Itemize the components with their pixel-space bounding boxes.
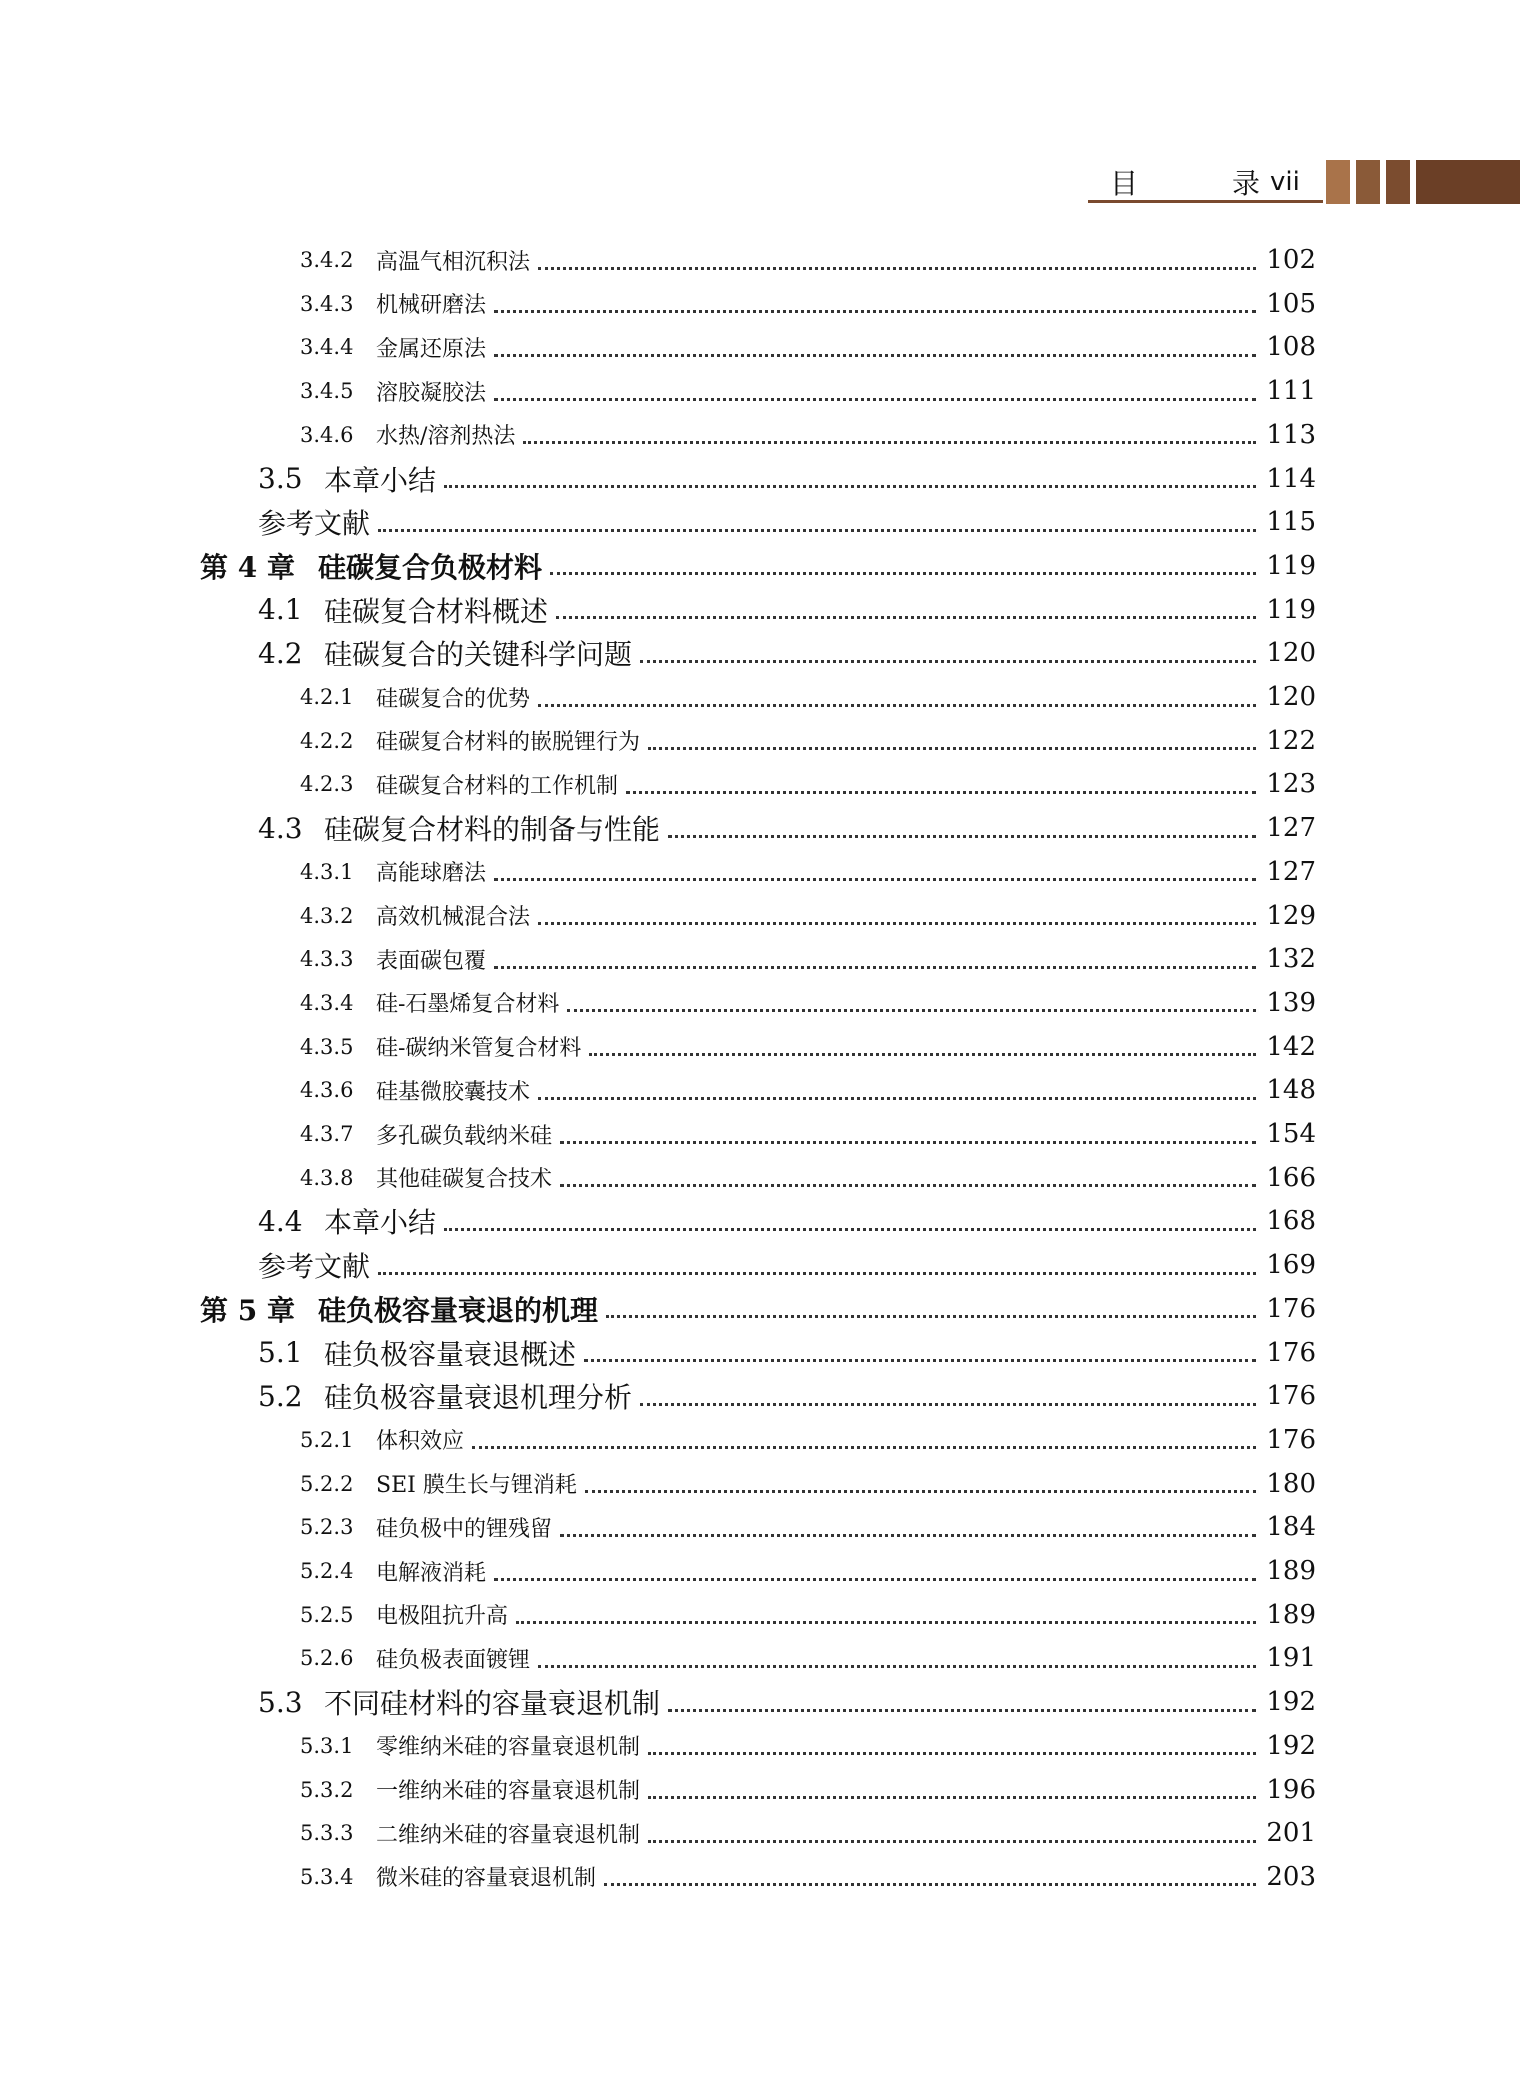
toc-leader-dots — [567, 1009, 1256, 1012]
toc-entry-label — [0, 769, 618, 800]
toc-entry-number: 4.3.7 — [300, 1122, 354, 1146]
toc-entry-title: 硅基微胶囊技术 — [376, 1079, 531, 1105]
toc-entry — [0, 284, 1520, 324]
toc-entry — [0, 896, 1520, 936]
toc-entry-number: 4.3 — [258, 811, 303, 845]
toc-entry — [0, 1158, 1520, 1198]
toc-entry-page: 166 — [1266, 1162, 1316, 1193]
toc-entry-title: 硅负极表面镀锂 — [376, 1647, 531, 1673]
header-title — [1110, 160, 1260, 204]
toc-entry-title: 硅碳复合的关键科学问题 — [324, 638, 633, 672]
toc-leader-dots — [640, 660, 1256, 663]
toc-entry-page: 191 — [1266, 1643, 1316, 1674]
toc-leader-dots — [604, 1883, 1256, 1886]
toc-entry-page: 113 — [1266, 419, 1316, 450]
toc-entry-label — [0, 1031, 581, 1062]
toc-entry-page: 119 — [1266, 594, 1316, 625]
toc-entry — [0, 983, 1520, 1023]
toc-entry-title: 其他硅碳复合技术 — [376, 1167, 553, 1193]
toc-entry-number: 4.3.3 — [300, 947, 354, 972]
toc-entry-number: 4.1 — [258, 593, 303, 627]
toc-leader-dots — [560, 1534, 1256, 1537]
toc-leader-dots — [626, 791, 1256, 794]
toc-entry-label — [0, 1333, 576, 1373]
toc-entry-title: 硅负极容量衰退机理分析 — [324, 1381, 633, 1415]
toc-entry — [0, 371, 1520, 411]
toc-entry-page: 196 — [1266, 1774, 1316, 1805]
toc-entry-label — [0, 682, 530, 713]
toc-entry-label — [0, 1682, 660, 1722]
toc-entry-page: 114 — [1266, 463, 1316, 494]
toc-entry — [0, 1245, 1520, 1285]
toc-entry-label — [0, 590, 548, 630]
toc-entry — [0, 546, 1520, 586]
toc-leader-dots — [648, 1840, 1256, 1843]
toc-entry-label — [0, 1599, 508, 1630]
toc-entry — [0, 590, 1520, 630]
toc-entry-label — [0, 459, 436, 499]
toc-entry-number: 5.3 — [258, 1685, 303, 1719]
toc-entry-title: 溶胶凝胶法 — [376, 380, 487, 406]
toc-entry-title: 参考文献 — [258, 507, 371, 541]
toc-entry-title: SEI 膜生长与锂消耗 — [376, 1473, 577, 1499]
toc-entry-page: 184 — [1266, 1512, 1316, 1543]
toc-leader-dots — [560, 1184, 1256, 1187]
toc-leader-dots — [538, 1665, 1256, 1668]
toc-entry-label — [0, 900, 530, 931]
toc-entry-title: 参考文献 — [258, 1250, 371, 1284]
toc-entry-page: 127 — [1266, 813, 1316, 844]
toc-entry — [0, 852, 1520, 892]
toc-entry-title: 硅-碳纳米管复合材料 — [376, 1036, 582, 1062]
header-accent-blocks — [1326, 160, 1520, 204]
toc-entry-page: 180 — [1266, 1468, 1316, 1499]
toc-entry-page: 169 — [1266, 1250, 1316, 1281]
toc-entry — [0, 1201, 1520, 1241]
toc-entry-page: 132 — [1266, 944, 1316, 975]
toc-entry-page: 176 — [1266, 1424, 1316, 1455]
toc-entry-label — [0, 1162, 552, 1193]
toc-leader-dots — [668, 835, 1256, 838]
toc-entry — [0, 1857, 1520, 1897]
toc-entry-number: 4.2.3 — [300, 772, 354, 797]
toc-entry-title: 水热/溶剂热法 — [376, 424, 516, 450]
toc-leader-dots — [648, 1796, 1256, 1799]
toc-entry-number: 3.4.2 — [300, 248, 354, 272]
toc-entry-label — [0, 1730, 640, 1761]
toc-entry-number: 3.4.4 — [300, 335, 354, 360]
toc-entry-label — [0, 419, 515, 450]
toc-entry — [0, 459, 1520, 499]
header-title-char-2: 录 — [1231, 167, 1260, 200]
toc-entry — [0, 1551, 1520, 1591]
toc-entry-number: 5.2.3 — [300, 1515, 354, 1540]
toc-entry-label — [0, 546, 542, 586]
toc-entry-page: 105 — [1266, 288, 1316, 319]
toc-entry — [0, 502, 1520, 542]
toc-entry — [0, 240, 1520, 280]
toc-leader-dots — [538, 704, 1256, 707]
toc-entry-number: 5.3.4 — [300, 1864, 354, 1889]
toc-entry-page: 119 — [1266, 550, 1316, 581]
toc-entry-page: 154 — [1266, 1119, 1316, 1149]
toc-entry-page: 123 — [1266, 769, 1316, 800]
toc-leader-dots — [556, 616, 1256, 619]
toc-entry-label — [0, 1376, 632, 1416]
toc-entry — [0, 1595, 1520, 1635]
accent-block-3 — [1386, 160, 1410, 204]
toc-entry-label — [0, 1201, 436, 1241]
toc-entry — [0, 1726, 1520, 1766]
toc-leader-dots — [523, 441, 1256, 444]
toc-entry — [0, 1507, 1520, 1547]
toc-leader-dots — [444, 485, 1256, 488]
toc-entry — [0, 721, 1520, 761]
toc-leader-dots — [378, 529, 1256, 532]
toc-entry-title: 不同硅材料的容量衰退机制 — [324, 1687, 661, 1721]
toc-entry-number: 5.3.1 — [300, 1733, 354, 1758]
header-page-number: vii — [1270, 167, 1300, 197]
toc-entry-page: 127 — [1266, 856, 1316, 887]
toc-entry-page: 189 — [1266, 1556, 1316, 1586]
toc-entry-label — [0, 288, 486, 319]
toc-entry — [0, 1289, 1520, 1329]
toc-entry-title: 硅碳复合材料的制备与性能 — [324, 813, 661, 847]
toc-entry — [0, 764, 1520, 804]
toc-entry-label — [0, 502, 370, 542]
toc-leader-dots — [494, 354, 1256, 357]
toc-entry-title: 硅负极容量衰退的机理 — [318, 1293, 599, 1327]
toc-entry-title: 本章小结 — [324, 463, 437, 497]
toc-entry-number: 4.4 — [258, 1204, 303, 1238]
toc-entry-label — [0, 1512, 552, 1543]
toc-entry-number: 3.4.6 — [300, 422, 354, 447]
accent-block-4 — [1416, 160, 1520, 204]
toc-entry-number: 4.3.6 — [300, 1078, 354, 1103]
toc-leader-dots — [589, 1053, 1256, 1056]
toc-entry-number: 5.2.2 — [300, 1471, 354, 1496]
toc-entry-page: 176 — [1266, 1293, 1316, 1324]
toc-entry-number: 4.3.4 — [300, 990, 354, 1015]
toc-entry-title: 硅负极容量衰退概述 — [324, 1337, 577, 1371]
toc-entry — [0, 415, 1520, 455]
toc-leader-dots — [606, 1315, 1256, 1318]
toc-entry-title: 高能球磨法 — [376, 861, 487, 887]
toc-entry — [0, 327, 1520, 367]
toc-leader-dots — [538, 267, 1256, 270]
toc-leader-dots — [516, 1621, 1256, 1624]
toc-entry-number: 4.3.8 — [300, 1165, 354, 1190]
toc-entry — [0, 677, 1520, 717]
toc-entry-label — [0, 1556, 486, 1587]
toc-leader-dots — [538, 1097, 1256, 1100]
toc-leader-dots — [494, 878, 1256, 881]
toc-entry-page: 120 — [1266, 638, 1316, 669]
toc-leader-dots — [494, 398, 1256, 401]
toc-entry — [0, 1464, 1520, 1504]
toc-leader-dots — [444, 1228, 1256, 1231]
toc-leader-dots — [494, 1578, 1256, 1581]
toc-entry-page: 120 — [1266, 682, 1316, 712]
toc-entry-label — [0, 1119, 552, 1150]
toc-entry-page: 129 — [1266, 900, 1316, 931]
toc-entry-page: 192 — [1266, 1730, 1316, 1761]
accent-block-1 — [1326, 160, 1350, 204]
toc-leader-dots — [584, 1359, 1256, 1362]
toc-entry — [0, 1813, 1520, 1853]
toc-entry-number: 5.1 — [258, 1336, 303, 1369]
toc-entry-label — [0, 1774, 640, 1805]
toc-entry — [0, 1333, 1520, 1373]
toc-entry-number: 5.2.4 — [300, 1559, 354, 1583]
toc-entry-page: 201 — [1266, 1818, 1316, 1849]
toc-entry-number: 5.2.5 — [300, 1602, 354, 1627]
toc-leader-dots — [378, 1272, 1256, 1275]
toc-entry-page: 189 — [1266, 1599, 1316, 1630]
toc-entry-page: 176 — [1266, 1381, 1316, 1412]
toc-entry-number: 4.3.5 — [300, 1034, 354, 1059]
toc-entry-title: 微米硅的容量衰退机制 — [376, 1866, 597, 1892]
toc-entry-page: 142 — [1266, 1031, 1316, 1062]
toc-entry-title: 高温气相沉积法 — [376, 249, 531, 275]
toc-entry-number: 5.2.6 — [300, 1646, 354, 1671]
toc-entry-title: 硅碳复合负极材料 — [318, 550, 543, 584]
toc-entry-page: 168 — [1266, 1206, 1316, 1237]
toc-leader-dots — [668, 1709, 1256, 1712]
toc-entry — [0, 1638, 1520, 1678]
toc-entry — [0, 808, 1520, 848]
toc-entry — [0, 1070, 1520, 1110]
toc-entry-page: 148 — [1266, 1075, 1316, 1106]
toc-entry-label — [0, 245, 530, 276]
header-rule — [1088, 200, 1323, 203]
toc-entry-label — [0, 725, 640, 756]
toc-entry-title: 高效机械混合法 — [376, 905, 531, 930]
toc-entry — [0, 1376, 1520, 1416]
toc-entry-title: 硅碳复合材料的嵌脱锂行为 — [376, 730, 641, 756]
toc-entry — [0, 939, 1520, 979]
toc-entry-title: 机械研磨法 — [376, 293, 487, 319]
page-header — [1088, 160, 1520, 204]
toc-entry-label — [0, 987, 559, 1018]
toc-entry-number: 第 4 章 — [200, 550, 295, 584]
toc-entry-number: 第 5 章 — [200, 1293, 295, 1327]
toc-entry-title: 电极阻抗升高 — [376, 1604, 509, 1630]
toc-entry-page: 111 — [1266, 376, 1316, 407]
toc-entry — [0, 633, 1520, 673]
toc-leader-dots — [538, 922, 1256, 925]
toc-entry-number: 3.5 — [258, 462, 303, 495]
toc-entry — [0, 1027, 1520, 1067]
toc-entry — [0, 1114, 1520, 1154]
toc-leader-dots — [550, 572, 1256, 575]
toc-entry-number: 5.2.1 — [300, 1427, 354, 1452]
toc-entry-label — [0, 944, 486, 975]
toc-entry — [0, 1770, 1520, 1810]
toc-entry-title: 体积效应 — [376, 1429, 465, 1455]
toc-entry — [0, 1682, 1520, 1722]
toc-entry-label — [0, 808, 660, 848]
toc-entry-label — [0, 1643, 530, 1674]
toc-entry-page: 115 — [1266, 507, 1316, 538]
toc-leader-dots — [648, 1752, 1256, 1755]
toc-entry-number: 4.2 — [258, 636, 303, 670]
toc-entry-page: 108 — [1266, 332, 1316, 363]
toc-entry-label — [0, 1818, 640, 1849]
accent-block-2 — [1356, 160, 1380, 204]
toc-entry-title: 二维纳米硅的容量衰退机制 — [376, 1822, 641, 1848]
toc-entry-title: 金属还原法 — [376, 336, 487, 362]
toc-entry-number: 4.3.2 — [300, 903, 354, 928]
toc-leader-dots — [494, 310, 1256, 313]
toc-entry-title: 表面碳包覆 — [376, 948, 487, 974]
toc-entry-number: 3.4.3 — [300, 291, 354, 316]
toc-entry-title: 硅碳复合的优势 — [376, 686, 531, 712]
toc-leader-dots — [585, 1490, 1256, 1493]
toc-entry-label — [0, 633, 632, 673]
toc-leader-dots — [640, 1403, 1256, 1406]
toc-entry-label — [0, 1468, 577, 1499]
toc-entry-title: 电解液消耗 — [376, 1560, 487, 1586]
toc-entry-page: 192 — [1266, 1687, 1316, 1718]
toc-entry-title: 硅-石墨烯复合材料 — [376, 992, 560, 1018]
toc-leader-dots — [494, 966, 1256, 969]
toc-entry-label — [0, 332, 486, 363]
toc-entry-number: 4.2.1 — [300, 685, 354, 709]
toc-entry-number: 5.2 — [258, 1379, 303, 1413]
toc-leader-dots — [560, 1141, 1256, 1144]
toc-entry-title: 硅碳复合材料概述 — [324, 594, 549, 628]
toc-entry-title: 硅碳复合材料的工作机制 — [376, 773, 619, 799]
toc-entry-number: 5.3.2 — [300, 1777, 354, 1802]
toc-entry — [0, 1420, 1520, 1460]
toc-entry-label — [0, 1424, 464, 1455]
toc-leader-dots — [472, 1446, 1256, 1449]
toc-entry-page: 139 — [1266, 987, 1316, 1018]
toc-entry-page: 102 — [1266, 245, 1316, 275]
toc-entry-number: 4.3.1 — [300, 859, 354, 884]
toc-entry-title: 本章小结 — [324, 1206, 437, 1240]
toc-entry-label — [0, 1075, 530, 1106]
toc-entry-page: 176 — [1266, 1337, 1316, 1368]
toc-entry-label — [0, 1245, 370, 1285]
toc-entry-title: 零维纳米硅的容量衰退机制 — [376, 1735, 641, 1761]
toc-entry-page: 203 — [1266, 1861, 1316, 1892]
toc-entry-title: 多孔碳负载纳米硅 — [376, 1123, 553, 1149]
toc-entry-label — [0, 1861, 596, 1892]
header-title-char-1: 目 — [1110, 167, 1139, 200]
toc-entry-page: 122 — [1266, 725, 1316, 756]
toc-entry-label — [0, 376, 486, 407]
toc-entry-title: 硅负极中的锂残留 — [376, 1516, 553, 1542]
toc-entry-number: 3.4.5 — [300, 379, 354, 404]
toc-entry-label — [0, 856, 486, 887]
toc-entry-number: 4.2.2 — [300, 728, 354, 753]
toc-leader-dots — [648, 747, 1256, 750]
toc-entry-title: 一维纳米硅的容量衰退机制 — [376, 1779, 641, 1804]
toc-entry-label — [0, 1289, 598, 1329]
toc-entry-number: 5.3.3 — [300, 1821, 354, 1846]
